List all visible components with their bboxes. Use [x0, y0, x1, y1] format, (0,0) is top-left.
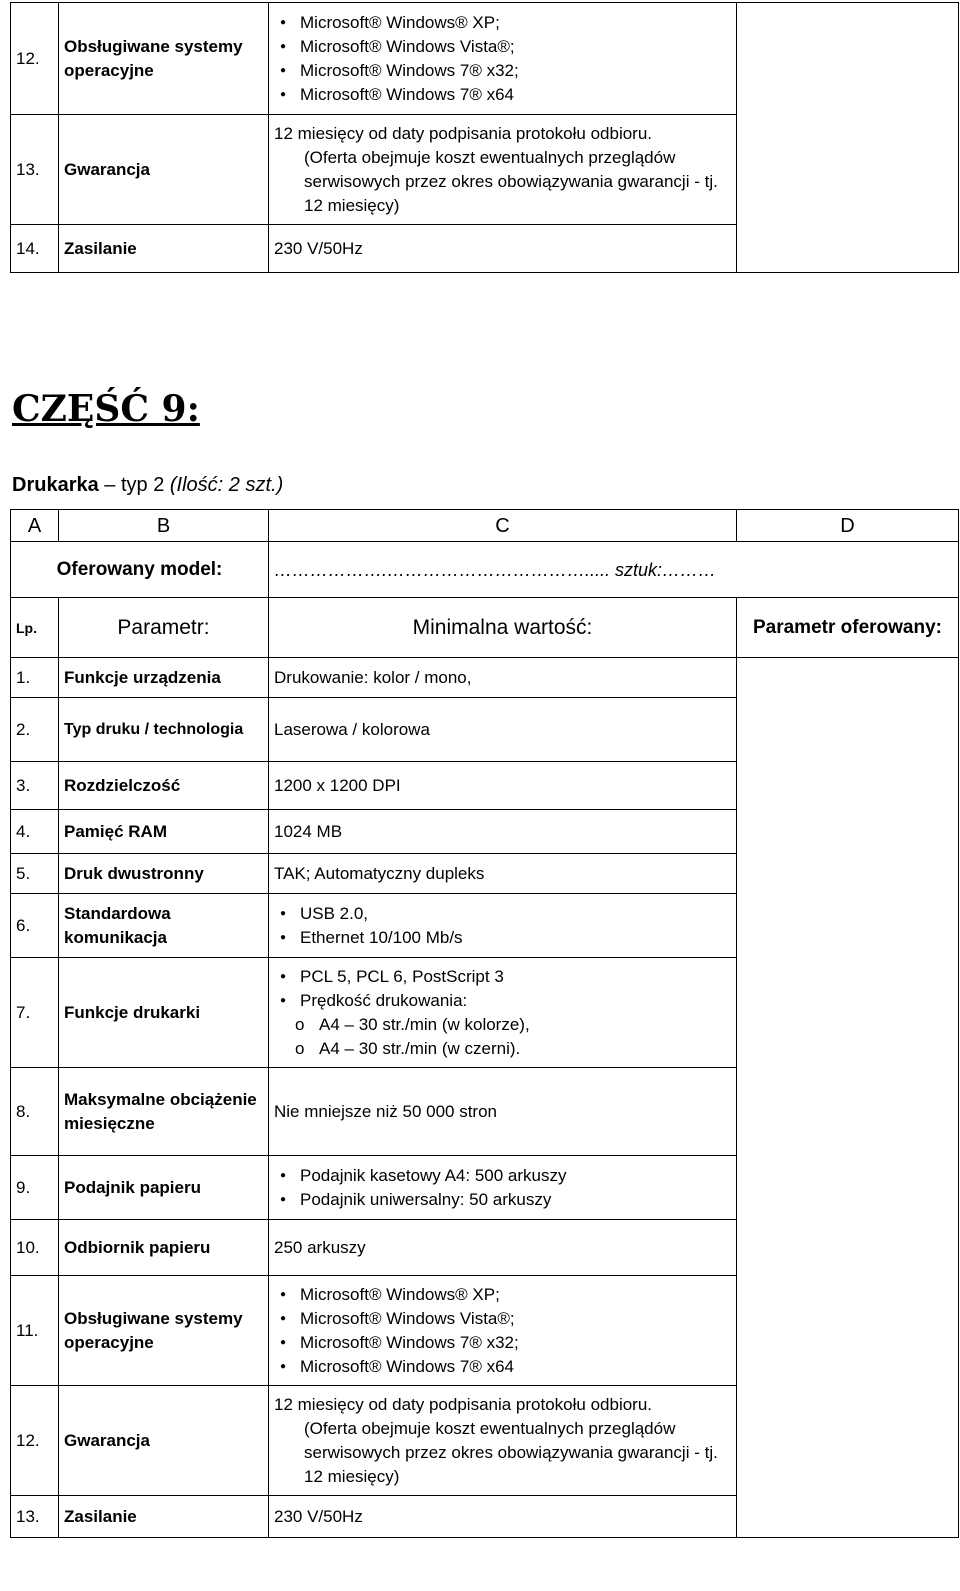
param-value	[269, 1386, 737, 1496]
row-number: 8.	[11, 1068, 59, 1156]
param-value	[269, 1276, 737, 1386]
row-number: 6.	[11, 894, 59, 958]
product-type: – typ 2	[98, 474, 170, 496]
param-name: Standardowa komunikacja	[59, 894, 269, 958]
row-number: 7.	[11, 958, 59, 1068]
row-number: 1.	[11, 658, 59, 698]
warranty-line: 12 miesięcy od daty podpisania protokołu odbioru.	[274, 123, 653, 143]
list-item: ● Microsoft® Windows Vista®;	[300, 35, 731, 59]
list-item: ● Prędkość drukowania:	[300, 989, 731, 1013]
list-item: ● Podajnik uniwersalny: 50 arkuszy	[300, 1188, 731, 1212]
param-name: Pamięć RAM	[59, 810, 269, 854]
param-value: 1200 x 1200 DPI	[269, 762, 737, 810]
sub-list-item: o A4 – 30 str./min (w kolorze),	[319, 1013, 731, 1037]
param-value: 230 V/50Hz	[269, 225, 737, 273]
param-name: Obsługiwane systemy operacyjne	[59, 3, 269, 115]
lp-header: Lp.	[11, 598, 59, 658]
section-heading: CZĘŚĆ 9:	[12, 388, 200, 430]
param-name: Zasilanie	[59, 225, 269, 273]
param-name: Odbiornik papieru	[59, 1220, 269, 1276]
col-letter-d: D	[737, 510, 959, 542]
list-item: ● Microsoft® Windows Vista®;	[300, 1307, 731, 1331]
product-title	[12, 474, 283, 497]
list-item: ● Microsoft® Windows® XP;	[300, 1283, 731, 1307]
row-number: 5.	[11, 854, 59, 894]
list-item: ● PCL 5, PCL 6, PostScript 3	[300, 965, 731, 989]
row-number: 9.	[11, 1156, 59, 1220]
product-quantity: (Ilość: 2 szt.)	[169, 474, 284, 496]
row-number: 12.	[11, 3, 59, 115]
param-value: 250 arkuszy	[269, 1220, 737, 1276]
param-value	[269, 1156, 737, 1220]
row-number: 13.	[11, 115, 59, 225]
param-name: Typ druku / technologia	[59, 698, 269, 762]
offered-header: Parametr oferowany:	[737, 598, 959, 658]
row-number: 2.	[11, 698, 59, 762]
offered-model-field[interactable]: ……………….……………………………..... sztuk:………	[269, 542, 959, 598]
param-value: Nie mniejsze niż 50 000 stron	[269, 1068, 737, 1156]
param-name: Druk dwustronny	[59, 854, 269, 894]
row-number: 12.	[11, 1386, 59, 1496]
param-value: Laserowa / kolorowa	[269, 698, 737, 762]
row-number: 3.	[11, 762, 59, 810]
param-header: Parametr:	[59, 598, 269, 658]
warranty-line: 12 miesięcy od daty podpisania protokołu odbioru.	[274, 1394, 653, 1414]
list-item: ● Microsoft® Windows 7® x64	[300, 1355, 731, 1379]
list-item: ● Podajnik kasetowy A4: 500 arkuszy	[300, 1164, 731, 1188]
list-item: ● Microsoft® Windows® XP;	[300, 11, 731, 35]
param-value	[269, 958, 737, 1068]
col-letter-a: A	[11, 510, 59, 542]
param-name: Gwarancja	[59, 1386, 269, 1496]
param-name: Funkcje urządzenia	[59, 658, 269, 698]
row-number: 4.	[11, 810, 59, 854]
param-name: Zasilanie	[59, 1496, 269, 1538]
warranty-note: (Oferta obejmuje koszt ewentualnych przeglądów serwisowych przez okres obowiązywania gwarancji - tj. 12 miesięcy)	[304, 1418, 718, 1486]
list-item: ● Microsoft® Windows 7® x64	[300, 83, 731, 107]
list-item: ● Microsoft® Windows 7® x32;	[300, 1331, 731, 1355]
list-item: ● Microsoft® Windows 7® x32;	[300, 59, 731, 83]
row-number: 11.	[11, 1276, 59, 1386]
top-spec-table	[10, 2, 959, 273]
list-item: ● Ethernet 10/100 Mb/s	[300, 926, 731, 950]
row-number: 13.	[11, 1496, 59, 1538]
col-letter-b: B	[59, 510, 269, 542]
min-value-header: Minimalna wartość:	[269, 598, 737, 658]
col-letter-c: C	[269, 510, 737, 542]
param-name: Funkcje drukarki	[59, 958, 269, 1068]
param-name: Obsługiwane systemy operacyjne	[59, 1276, 269, 1386]
sub-list-item: o A4 – 30 str./min (w czerni).	[319, 1037, 731, 1061]
param-value	[269, 115, 737, 225]
param-name: Podajnik papieru	[59, 1156, 269, 1220]
param-value: Drukowanie: kolor / mono,	[269, 658, 737, 698]
param-value	[269, 894, 737, 958]
row-number: 10.	[11, 1220, 59, 1276]
offered-model-label: Oferowany model:	[11, 542, 269, 598]
param-name: Gwarancja	[59, 115, 269, 225]
param-value: 230 V/50Hz	[269, 1496, 737, 1538]
param-value	[269, 3, 737, 115]
product-name: Drukarka	[12, 474, 99, 496]
param-name: Maksymalne obciążenie miesięczne	[59, 1068, 269, 1156]
param-value: 1024 MB	[269, 810, 737, 854]
warranty-note: (Oferta obejmuje koszt ewentualnych przeglądów serwisowych przez okres obowiązywania gwarancji - tj. 12 miesięcy)	[304, 147, 718, 215]
spec-table	[10, 509, 959, 1538]
param-value: TAK; Automatyczny dupleks	[269, 854, 737, 894]
param-name: Rozdzielczość	[59, 762, 269, 810]
list-item: ● USB 2.0,	[300, 902, 731, 926]
row-number: 14.	[11, 225, 59, 273]
offered-param-cell[interactable]	[737, 3, 959, 273]
offered-param-cell[interactable]	[737, 658, 959, 1538]
